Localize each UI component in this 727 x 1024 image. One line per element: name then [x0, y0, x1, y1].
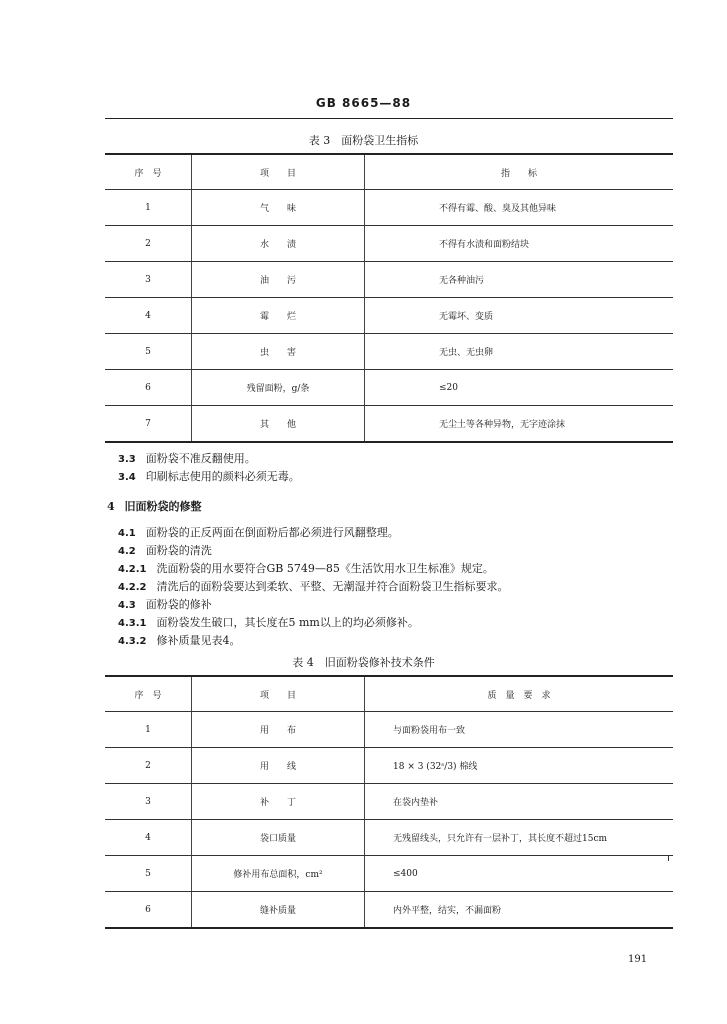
clause-number: 3.4	[118, 472, 136, 483]
table-row	[105, 820, 673, 856]
table4-header-item: 项 目	[192, 676, 365, 712]
row-spec: 不得有水渍和面粉结块	[365, 226, 674, 262]
clause-number: 4.2	[118, 546, 136, 557]
row-item: 补 丁	[192, 784, 365, 820]
table-row	[105, 784, 673, 820]
table-row	[105, 892, 673, 929]
clause-text: 面粉袋的修补	[145, 598, 212, 611]
row-item: 气 味	[192, 190, 365, 226]
clause-4-3	[118, 596, 212, 615]
table-row	[105, 262, 673, 298]
clause-4-3-1	[118, 614, 419, 633]
row-spec: 无霉坏、变质	[365, 298, 674, 334]
clause-4-2-2	[118, 578, 508, 597]
table3	[105, 153, 673, 443]
row-spec: 内外平整，结实，不漏面粉	[365, 892, 674, 929]
clause-number: 4.3.2	[118, 636, 147, 647]
section-title: 旧面粉袋的修整	[124, 500, 202, 513]
clause-number: 4.2.2	[118, 582, 147, 593]
table-row	[105, 370, 673, 406]
table4-header-row	[105, 676, 673, 712]
table3-caption: 表 3 面粉袋卫生指标	[308, 134, 419, 147]
table-row	[105, 298, 673, 334]
row-item: 油 污	[192, 262, 365, 298]
row-spec: 在袋内垫补	[365, 784, 674, 820]
row-no: 7	[105, 406, 192, 443]
table4	[105, 675, 673, 929]
row-item: 缝补质量	[192, 892, 365, 929]
row-item: 残留面粉，g/条	[192, 370, 365, 406]
row-item: 虫 害	[192, 334, 365, 370]
clause-number: 4.2.1	[118, 564, 147, 575]
clause-text: 面粉袋不准反翻使用。	[145, 452, 256, 465]
page-number: 191	[628, 954, 648, 965]
row-spec: 不得有霉、酸、臭及其他异味	[365, 190, 674, 226]
clause-text: 面粉袋的清洗	[145, 544, 212, 557]
row-spec: ≤20	[365, 370, 674, 406]
row-spec: 无残留线头，只允许有一层补丁，其长度不超过15cm	[365, 820, 674, 856]
table-row	[105, 226, 673, 262]
row-item: 修补用布总面积，cm²	[192, 856, 365, 892]
clause-number: 3.3	[118, 454, 136, 465]
table3-header-no: 序 号	[105, 154, 192, 190]
row-no: 3	[105, 262, 192, 298]
clause-3-4	[118, 468, 300, 487]
row-spec: 18 × 3 (32ˢ/3) 棉线	[365, 748, 674, 784]
clause-text: 面粉袋发生破口，其长度在5 mm以上的均必须修补。	[156, 616, 419, 629]
clause-text: 面粉袋的正反两面在倒面粉后都必须进行风翻整理。	[145, 526, 399, 539]
row-no: 2	[105, 226, 192, 262]
clause-text: 清洗后的面粉袋要达到柔软、平整、无潮湿并符合面粉袋卫生指标要求。	[156, 580, 509, 593]
clause-4-1	[118, 524, 399, 543]
table-row	[105, 712, 673, 748]
clause-4-2	[118, 542, 212, 561]
row-item: 其 他	[192, 406, 365, 443]
table3-header-row	[105, 154, 673, 190]
margin-tick	[668, 855, 669, 861]
row-no: 6	[105, 370, 192, 406]
clause-4-2-1	[118, 560, 494, 579]
row-no: 4	[105, 820, 192, 856]
row-no: 5	[105, 334, 192, 370]
table-row	[105, 748, 673, 784]
clause-number: 4.3.1	[118, 618, 147, 629]
table4-caption: 表 4 旧面粉袋修补技术条件	[292, 656, 435, 669]
table3-header-item: 项 目	[192, 154, 365, 190]
table-row	[105, 856, 673, 892]
clause-3-3	[118, 450, 256, 469]
clause-number: 4.3	[118, 600, 136, 611]
table-row	[105, 406, 673, 443]
section-number: 4	[107, 500, 115, 513]
table3-header-spec: 指 标	[365, 154, 674, 190]
clause-number: 4.1	[118, 528, 136, 539]
section-4-heading	[107, 498, 202, 514]
row-item: 水 渍	[192, 226, 365, 262]
row-spec: 无各种油污	[365, 262, 674, 298]
row-spec: ≤400	[365, 856, 674, 892]
clause-text: 洗面粉袋的用水要符合GB 5749—85《生活饮用水卫生标准》规定。	[156, 562, 494, 575]
table4-header-spec: 质 量 要 求	[365, 676, 674, 712]
row-no: 1	[105, 712, 192, 748]
clause-text: 修补质量见表4。	[156, 634, 241, 647]
row-item: 袋口质量	[192, 820, 365, 856]
clause-text: 印刷标志使用的颜料必须无毒。	[145, 470, 300, 483]
row-no: 6	[105, 892, 192, 929]
clause-4-3-2	[118, 632, 240, 651]
row-item: 霉 烂	[192, 298, 365, 334]
row-no: 5	[105, 856, 192, 892]
row-item: 用 布	[192, 712, 365, 748]
row-no: 4	[105, 298, 192, 334]
table-row	[105, 190, 673, 226]
row-item: 用 线	[192, 748, 365, 784]
header-rule	[105, 118, 673, 119]
row-spec: 无虫、无虫卵	[365, 334, 674, 370]
row-no: 1	[105, 190, 192, 226]
table4-header-no: 序 号	[105, 676, 192, 712]
standard-number: GB 8665—88	[315, 96, 412, 110]
row-no: 2	[105, 748, 192, 784]
row-spec: 无尘土等各种异物，无字迹涂抹	[365, 406, 674, 443]
row-no: 3	[105, 784, 192, 820]
row-spec: 与面粉袋用布一致	[365, 712, 674, 748]
table-row	[105, 334, 673, 370]
